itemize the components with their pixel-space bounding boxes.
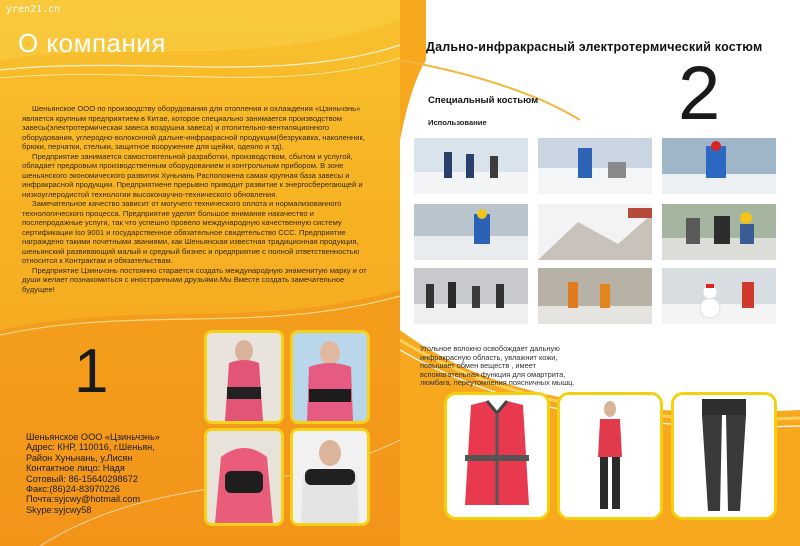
usage-photo [414, 204, 528, 260]
usage-photo [538, 204, 652, 260]
usage-photo [538, 268, 652, 324]
contact-line: Факс:(86)24-83970226 [26, 484, 120, 495]
section-subtitle: Специальный костьюм [428, 95, 539, 106]
photo-neck-guard-back [204, 428, 284, 526]
contact-line: Контактное лицо: Надя [26, 463, 125, 474]
text-line: Угольное волокно освобождает дальную [420, 344, 560, 353]
contact-line: Почта:syjcwy@hotmail.com [26, 494, 140, 505]
text-line: инфракрасную область, увлажнит кожи, [420, 352, 558, 362]
usage-label: Использование [428, 118, 487, 127]
watermark-text: yren21.cn [6, 4, 61, 15]
contact-line: Сотовый: 86-15640298672 [26, 473, 138, 484]
right-page [400, 0, 800, 546]
paragraph: Шеньянское ООО по производству оборудования для отопления и охлаждения «Цзиньчэнь» является крупным предприятием в Китае, которое специально занимается производством завесы(электротермическая завеса воздушна завеса) и отопительно-вентиляционного оборудования, углеродно-волоконной дальне-инфракрасной продукции(безрукавка, наколенник, брюки, перчатки, стельки, защитное вооружение для щейки, одеяло и тд). [22, 104, 365, 151]
photo-waist-belt-side [204, 330, 284, 424]
contact-line: Район Хуньнань, у.Лисян [26, 452, 133, 463]
usage-photo [662, 204, 776, 260]
page-title: О компания [18, 28, 166, 58]
product-photo-model-vest [557, 392, 663, 520]
usage-photo [538, 138, 652, 194]
usage-photo [662, 268, 776, 324]
text-line: люмбага, переутомления поясничных мышц. [420, 378, 575, 388]
product-photo-vest [444, 392, 550, 520]
paragraph: Предприятие занимается самостоятельной разработки, производством, сбытом и услугой, обладает предровым производственным оборудованием и контрольным прибором. В зоне шеньянского экономического развития Хуньнань Расположена самая крупная база завесы и инфракрасной продукции. Предприятиене прерывно приводит развитие к энергосберегающей и низкоуглеродистой технологии высоконаучно-технического обновления. [22, 151, 363, 199]
photo-neck-guard-front [290, 428, 370, 526]
paragraph: Замечательное качество зависит от могучего технического оплота и нормализованного технологического процесса. Предприятие уделят большое внимание накачество и послепродажные услуги, так что успешно провело международную качественную систему сертификации Iso 9001 и государственное обязательное свидетельство CCC. Предприятие награждено такими почетными званиями, как Шеньянская известная традиционная продукция, шеньянский развивающий малый и средный бизнес и предприятие с полной ответственностью относится к Контрактам и обязательствам. [22, 199, 360, 265]
paragraph: Предприятие Цзиньчэнь постоянно старается создать международную знаменитую марку и от души желает познакомиться с иностранными друзьями.Мы Вместе создать замечательное будущее! [22, 265, 367, 294]
page-title: Дально-инфракрасный электротермический костюм [426, 40, 763, 54]
usage-photo [662, 138, 776, 194]
contact-line: Шеньянское ООО «Цзиньчэнь» [26, 432, 160, 442]
photo-waist-belt-front [290, 330, 370, 424]
company-description [22, 104, 376, 294]
page-number: 1 [74, 337, 109, 406]
text-line: повышает обмен веществ , имеет [420, 361, 536, 371]
usage-photo [414, 138, 528, 194]
product-photo-pants [671, 392, 777, 520]
text-line: вспомагательная функция для омартрита, [420, 369, 566, 379]
usage-photo [414, 268, 528, 324]
page-number: 2 [678, 51, 721, 136]
contact-line: Skype:syjcwy58 [26, 504, 92, 515]
contact-line: Адрес: КНР, 110016, г.Шеньян, [26, 442, 155, 453]
product-description [420, 345, 630, 388]
contact-block [26, 432, 160, 515]
